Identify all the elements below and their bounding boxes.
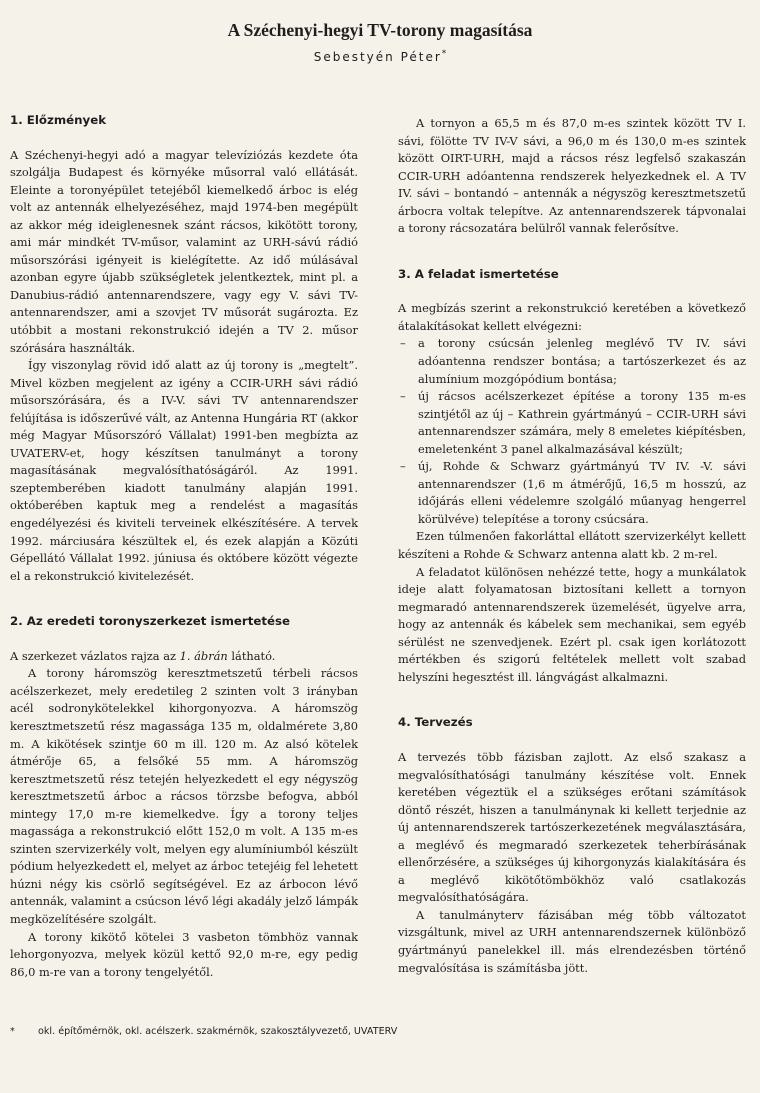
section-4-paragraph-2: A tanulmányterv fázisában még több változatot vizsgáltunk, mivel az URH antennarendszernek különböző gyártmányú panelekkel ill. más elrendezésben történő megvalósítása is számításba jött. xyxy=(398,907,746,975)
left-column xyxy=(10,112,358,981)
section-2-heading: 2. Az eredeti toronyszerkezet ismertetése xyxy=(10,614,291,629)
section-2-paragraph-1-text: A szerkezet vázlatos rajza az xyxy=(10,648,180,663)
section-4-heading: 4. Tervezés xyxy=(398,715,473,730)
right-column xyxy=(398,115,746,977)
author-footnote-mark: * xyxy=(441,49,447,59)
section-3-heading: 3. A feladat ismertetése xyxy=(398,266,559,281)
task-list-item: – új, Rohde & Schwarz gyártmányú TV IV. -V. sávi antennarendszer (1,6 m átmérőjű, 16,5 m hosszú, az időjárás elleni védelemre szolgáló műanyag hengerrel körülvéve) telepítése a torony csúcsára. xyxy=(398,458,746,528)
task-list-item: – új rácsos acélszerkezet építése a torony 135 m-es szintjétől az új – Kathrein gyártmányú – CCIR-URH sávi antennarendszer számára, mely 8 emeletes kiépítésben, emeletenként 3 panel alkalmazásával készült; xyxy=(398,388,746,458)
section-3-paragraph-2: Ezen túlmenően fakorláttal ellátott szervizerkélyt kellett készíteni a Rohde & Schwarz antenna alatt kb. 2 m-rel. xyxy=(398,529,746,562)
section-1-paragraph-1: A Széchenyi-hegyi adó a magyar televíziózás kezdete óta szolgálja Budapest és környéke műsorral való ellátását. Eleinte a toronyépület tetejéből kiemelkedő árboc is elég volt az antennák elhelyezéséhez, majd 1974-ben megépült az akkor még ideiglenesnek szánt rácsos, kikötött torony, ami már mindkét TV-műsor, valamint az URH-sávú rádió műsorszórási igényeit is kielégítette. Az idő múlásával azonban egyre újabb szükségletek jelentkeztek, mint pl. a Danubius-rádió antennarendszere, vagy egy V. sávi TV-antennarendszer, ami a szovjet TV műsorát sugározta. Ez utóbbit a mostani rekonstrukció idején a TV 2. műsor szórására használták. xyxy=(10,147,358,355)
task-list-item: – a torony csúcsán jelenleg meglévő TV IV. sávi adóantenna rendszer bontása; a tartószerkezet és az alumínium mozgópódium bontása; xyxy=(398,335,746,388)
section-4-paragraph-1: A tervezés több fázisban zajlott. Az első szakasz a megvalósíthatósági tanulmány készítése volt. Ennek keretében végeztük el a szükséges erőtani számítások döntő részét, hiszen a tanulmánynak ki kellett terjednie az új antennarendszerek tartószerkezetének megválasztására, a meglévő és megmaradó szerkezetek teherbírásának ellenőrzésére, a szükséges új kihorgonyzás kialakítására és a meglévő kikötőtömbökhöz való csatlakozás megvalósíthatóságára. xyxy=(398,749,746,905)
section-2-paragraph-1-end: látható. xyxy=(227,648,276,663)
section-3-paragraph-1: A megbízás szerint a rekonstrukció keretében a következő átalakításokat kellett elvégezni: xyxy=(398,301,746,333)
section-2-paragraph-2: A torony háromszög keresztmetszetű térbeli rácsos acélszerkezet, mely eredetileg 2 szinten volt 3 irányban acél sodronykötelekkel kihorgonyozva. A háromszög keresztmetszetű rész magassága 135 m, oldalmérete 3,80 m. A kikötések szintje 60 m ill. 120 m. Az alsó kötelek átmérője 65, a felsőké 55 mm. A háromszög keresztmetszetű rész tetején helyezkedett el egy négyszög keresztmetszetű árboc a rácsos törzsbe befogva, abból mintegy 17,0 m-re kiemelkedve. Így a torony teljes magassága a rekonstrukció előtt 152,0 m volt. A 135 m-es szinten szervizerkély volt, melyen egy alumíniumból készült pódium helyezkedett el, melyet az árboc tetejéig fel lehetett húzni négy kis csörlő segítségével. Ez az árbocon lévő antennák, valamint a csúcson lévő légi akadály jelző lámpák megközelítésére szolgált. xyxy=(10,666,358,926)
section-1-heading: 1. Előzmények xyxy=(10,113,107,127)
section-3-paragraph-3: A feladatot különösen nehézzé tette, hogy a munkálatok ideje alatt folyamatosan biztosítani kellett a tornyon megmaradó antennarendszerek üzemelését, ügyelve arra, hogy az antennák és kábelek sem mechanikai, sem egyéb sérülést ne szenvedjenek. Ezért pl. csak igen korlátozott mértékben és szigorú feltételek mellett volt szabad helyszíni hegesztést ill. lángvágást alkalmazni. xyxy=(398,564,746,684)
section-3-task-list xyxy=(398,335,746,528)
author-footnote xyxy=(10,1026,730,1037)
author-name xyxy=(0,49,760,64)
article-title: A Széchenyi-hegyi TV-torony magasítása xyxy=(227,20,533,40)
section-2-continued-paragraph: A tornyon a 65,5 m és 87,0 m-es szintek között TV I. sávi, fölötte TV IV-V sávi, a 96,0 m és 130,0 m-es szintek között OIRT-URH, majd a rácsos rész legfelső szakaszán CCIR-URH adóantenna rendszerek helyezkednek el. A TV IV. sávi – bontandó – antennák a négyszög keresztmetszetű árbocra voltak telepítve. Az antennarendszerek tápvonalai a torony rácsozatára belülről vannak felerősítve. xyxy=(398,116,746,236)
author-text: Sebestyén Péter xyxy=(313,50,442,64)
section-2-paragraph-3: A torony kikötő kötelei 3 vasbeton tömbhöz vannak lehorgonyozva, melyek közül kettő 92,0 m-re, egy pedig 86,0 m-re van a torony tengelyétől. xyxy=(10,929,358,979)
section-2-paragraph-1 xyxy=(10,648,358,666)
footnote-text: okl. építőmérnök, okl. acélszerk. szakmérnök, szakosztályvezető, UVATERV xyxy=(38,1026,398,1037)
section-1-paragraph-2: Így viszonylag rövid idő alatt az új torony is „megtelt”. Mivel közben megjelent az igény a CCIR-URH sávi rádió műsorszórására, és a IV-V. sávi TV antennarendszer felújítása is időszerűvé vált, az Antenna Hungária RT (akkor még Magyar Műsorszóró Vállalat) 1991-ben megbízta az UVATERV-et, hogy készítsen tanulmányt a torony magasításának megvalósíthatóságáról. Az 1991. szeptemberében kiadott tanulmány alapján 1991. októberében kaptuk meg a rendelést a magasítás engedélyezési és kiviteli terveinek elkészítésére. A tervek 1992. márciusára készültek el, és ezek alapján a Közúti Gépellátó Vállalat 1992. júniusa és októbere között végezte el a rekonstrukció kivitelezését. xyxy=(10,358,358,583)
footnote-mark: * xyxy=(10,1026,15,1037)
figure-reference: 1. ábrán xyxy=(179,648,228,663)
